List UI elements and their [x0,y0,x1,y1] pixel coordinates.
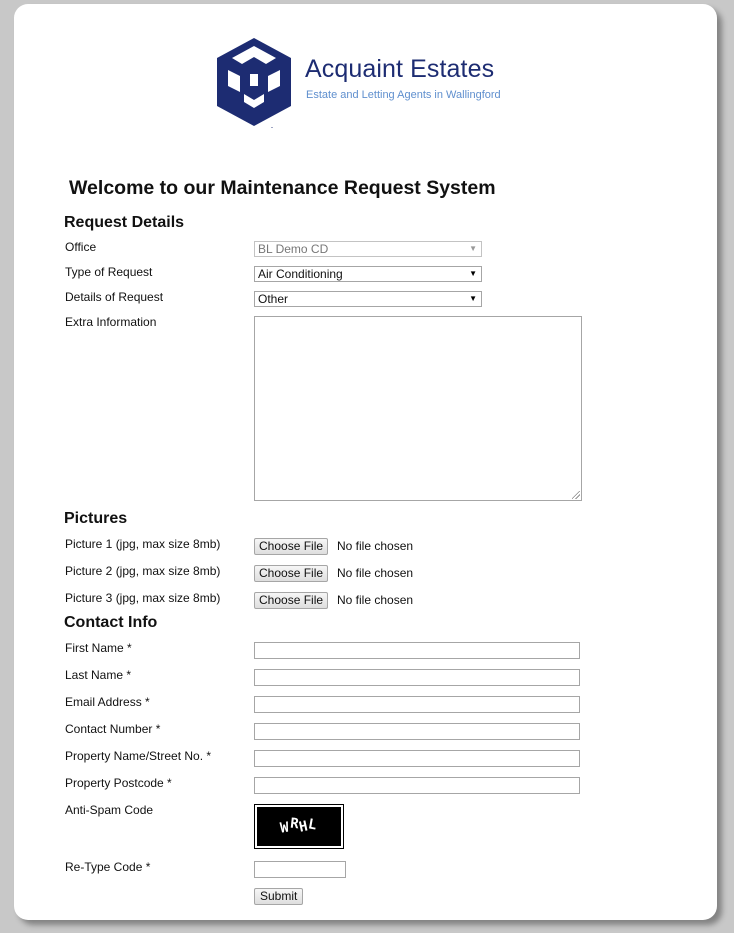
extra-information-label: Extra Information [65,315,157,329]
extra-information-textarea[interactable] [254,316,582,501]
resize-grip-icon[interactable] [572,491,580,499]
details-of-request-value: Other [258,292,289,306]
captcha-code [257,807,341,846]
chevron-down-icon: ▼ [469,244,477,253]
chevron-down-icon: ▼ [469,269,477,278]
type-of-request-value: Air Conditioning [258,267,343,281]
picture-3-choose-file-button[interactable]: Choose File [254,592,328,609]
contact-number-input[interactable] [254,723,580,740]
brand-name: Acquaint Estates [305,55,495,83]
picture-1-label: Picture 1 (jpg, max size 8mb) [65,537,221,551]
last-name-input[interactable] [254,669,580,686]
chevron-down-icon: ▼ [469,294,477,303]
anti-spam-label: Anti-Spam Code [65,803,154,817]
property-postcode-input[interactable] [254,777,580,794]
details-of-request-select[interactable] [254,291,482,307]
property-name-label: Property Name/Street No. * [65,749,212,763]
brand-tagline: Estate and Letting Agents in Wallingford [306,89,501,101]
picture-1-choose-file-button[interactable]: Choose File [254,538,328,555]
first-name-input[interactable] [254,642,580,659]
captcha-glyph: W [279,819,291,837]
form-card [14,4,717,920]
captcha-glyph: R [288,815,301,833]
details-of-request-label: Details of Request [65,290,164,304]
property-name-input[interactable] [254,750,580,767]
section-heading-contact-info: Contact Info [64,614,158,631]
office-select-value: BL Demo CD [258,242,329,256]
picture-3-label: Picture 3 (jpg, max size 8mb) [65,591,221,605]
first-name-label: First Name * [65,641,132,655]
section-heading-pictures: Pictures [64,510,128,527]
office-select [254,241,482,257]
contact-number-label: Contact Number * [65,722,161,736]
captcha-glyph: L [307,816,320,834]
page-title: Welcome to our Maintenance Request System [69,177,496,199]
email-label: Email Address * [65,695,150,709]
retype-code-input[interactable] [254,861,346,878]
office-label: Office [65,240,97,254]
email-input[interactable] [254,696,580,713]
type-of-request-label: Type of Request [65,265,153,279]
section-heading-request-details: Request Details [64,214,185,231]
acquaint-cube-logo-icon [214,36,294,128]
submit-button[interactable]: Submit [254,888,303,905]
picture-2-label: Picture 2 (jpg, max size 8mb) [65,564,221,578]
captcha-text [280,807,318,845]
last-name-label: Last Name * [65,668,132,682]
picture-2-choose-file-button[interactable]: Choose File [254,565,328,582]
retype-code-label: Re-Type Code * [65,860,151,874]
captcha-image [254,804,344,849]
picture-2-file-status: No file chosen [337,566,414,580]
property-postcode-label: Property Postcode * [65,776,172,790]
picture-3-file-status: No file chosen [337,593,414,607]
captcha-glyph: H [297,818,311,836]
picture-1-file-status: No file chosen [337,539,414,553]
type-of-request-select[interactable] [254,266,482,282]
